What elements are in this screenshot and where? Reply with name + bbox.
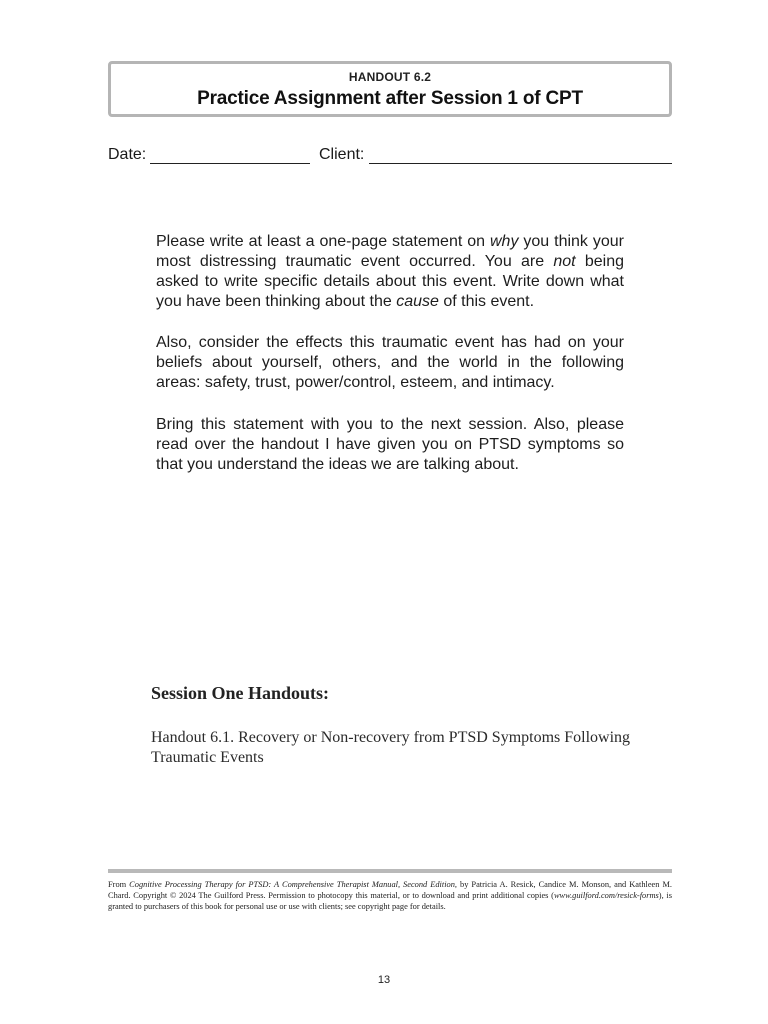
p1-emphasis-not: not (553, 253, 576, 270)
footer-permission: ), is granted to purchasers of this book for personal use or use with clients; see copyright page for details. (108, 891, 673, 911)
date-client-row (108, 146, 672, 168)
instruction-paragraph-2: Also, consider the effects this traumatic event has had on your beliefs about yourself, others, and the world in the following areas: safety, trust, power/control, esteem, and intimacy. (156, 334, 624, 391)
client-blank-line[interactable] (369, 163, 672, 164)
handout-title: Practice Assignment after Session 1 of CPT (197, 88, 583, 109)
p1-text-b: you think your most distressing traumatic event occurred. You are (156, 233, 624, 270)
footer-from: From (108, 880, 130, 889)
page-number: 13 (377, 974, 391, 986)
p1-emphasis-why: why (489, 233, 519, 250)
footer-authors: , by Patricia A. Resick, Candice M. Monson, and Kathleen M. Chard. Copyright © 2024 The Guilford Press. Permission to photocopy this material, or to download and print additional copies ( (108, 880, 673, 900)
date-blank-line[interactable] (150, 163, 310, 164)
footer-book-title: Cognitive Processing Therapy for PTSD: A Comprehensive Therapist Manual, Second Edition (129, 880, 455, 889)
p1-emphasis-cause: cause (396, 293, 439, 310)
copyright-footer (108, 879, 672, 912)
session-handouts-heading: Session One Handouts: (151, 683, 330, 703)
handout-list-item: Handout 6.1. Recovery or Non-recovery from PTSD Symptoms Following Traumatic Events (151, 729, 631, 766)
instruction-paragraph-3: Bring this statement with you to the next session. Also, please read over the handout I have given you on PTSD symptoms so that you understand the ideas we are talking about. (156, 416, 624, 473)
handout-header-box (108, 61, 672, 117)
instruction-paragraph-1 (156, 232, 624, 312)
p1-text-a: Please write at least a one-page statement on (156, 233, 490, 250)
p1-text-d: of this event. (438, 293, 535, 310)
p1-text-c: being asked to write specific details about this event. Write down what you have been thinking about the (156, 253, 625, 310)
footer-divider (108, 869, 672, 873)
footer-url-link[interactable]: www.guilford.com/resick-forms (553, 891, 659, 900)
handout-number: HANDOUT 6.2 (348, 70, 432, 84)
client-label: Client: (319, 146, 365, 163)
date-label: Date: (108, 146, 147, 163)
